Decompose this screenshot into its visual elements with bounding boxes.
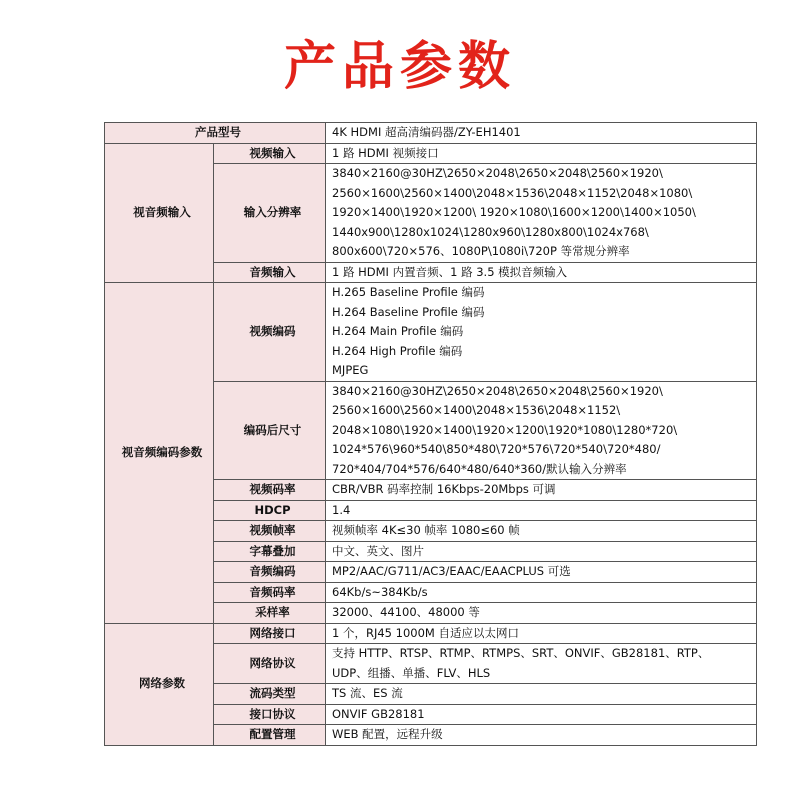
video-codec-line: MJPEG	[332, 363, 369, 377]
encode-size-line: 2048×1080\1920×1400\1920×1200\1920*1080\1280*720\	[332, 422, 678, 437]
protocol-line: 支持 HTTP、RTSP、RTMP、RTMPS、SRT、ONVIF、GB28181、RTP、	[332, 646, 710, 660]
sample-rate-value: 32000、44100、48000 等	[326, 603, 757, 624]
encode-size-line: 1024*576\960*540\850*480\720*576\720*540\720*480/	[332, 442, 661, 456]
hdcp-label: HDCP	[214, 500, 326, 521]
video-codec-line: H.264 High Profile 编码	[332, 343, 463, 358]
sample-rate-label: 采样率	[214, 603, 326, 624]
encode-size-label: 编码后尺寸	[214, 381, 326, 480]
spec-table	[104, 122, 757, 746]
stream-type-label: 流码类型	[214, 684, 326, 705]
subtitle-label: 字幕叠加	[214, 541, 326, 562]
encode-size-line: 2560×1600\2560×1400\2048×1536\2048×1152\	[332, 403, 621, 417]
audio-codec-value: MP2/AAC/G711/AC3/EAAC/EAACPLUS 可选	[326, 562, 757, 583]
encode-size-line: 720*404/704*576/640*480/640*360/默认输入分辨率	[332, 461, 627, 476]
table-row-interface	[105, 623, 757, 644]
group-av-input: 视音频输入	[105, 143, 214, 283]
video-bitrate-value: CBR/VBR 码率控制 16Kbps-20Mbps 可调	[326, 480, 757, 501]
table-row-model	[105, 123, 757, 144]
frame-rate-label: 视频帧率	[214, 521, 326, 542]
audio-bitrate-label: 音频码率	[214, 582, 326, 603]
audio-input-label: 音频输入	[214, 262, 326, 283]
protocol-label: 网络协议	[214, 644, 326, 684]
video-codec-line: H.264 Main Profile 编码	[332, 324, 464, 338]
resolution-line: 2560×1600\2560×1400\2048×1536\2048×1152\2048×1080\	[332, 185, 693, 200]
video-codec-line: H.264 Baseline Profile 编码	[332, 304, 485, 319]
config-value: WEB 配置，远程升级	[326, 725, 757, 746]
video-input-value: 1 路 HDMI 视频接口	[326, 143, 757, 164]
page-title: 产品参数	[283, 37, 516, 97]
stream-type-value: TS 流、ES 流	[326, 684, 757, 705]
encode-size-value	[326, 381, 757, 480]
model-value: 4K HDMI 超高清编码器/ZY-EH1401	[326, 123, 757, 144]
video-bitrate-label: 视频码率	[214, 480, 326, 501]
table-row-video-input	[105, 143, 757, 164]
video-codec-line: H.265 Baseline Profile 编码	[332, 285, 485, 299]
protocol-value	[326, 644, 757, 684]
resolution-label: 输入分辨率	[214, 164, 326, 263]
encode-size-line: 3840×2160@30HZ\2650×2048\2650×2048\2560×1920\	[332, 383, 663, 398]
interface-value: 1 个，RJ45 1000M 自适应以太网口	[326, 623, 757, 644]
resolution-line: 1440x900\1280x1024\1280x960\1280x800\1024x768\	[332, 224, 649, 239]
resolution-line: 800x600\720×576、1080P\1080i\720P 等常规分辨率	[332, 244, 630, 258]
resolution-line: 1920×1400\1920×1200\ 1920×1080\1600×1200\1400×1050\	[332, 205, 696, 219]
table-row-video-codec	[105, 283, 757, 382]
interface-protocol-label: 接口协议	[214, 704, 326, 725]
interface-protocol-value: ONVIF GB28181	[326, 704, 757, 725]
audio-codec-label: 音频编码	[214, 562, 326, 583]
hdcp-value: 1.4	[326, 500, 757, 521]
frame-rate-value: 视频帧率 4K≤30 帧率 1080≤60 帧	[326, 521, 757, 542]
video-codec-label: 视频编码	[214, 283, 326, 382]
audio-input-value: 1 路 HDMI 内置音频、1 路 3.5 模拟音频输入	[326, 262, 757, 283]
resolution-value	[326, 164, 757, 263]
config-label: 配置管理	[214, 725, 326, 746]
subtitle-value: 中文、英文、图片	[326, 541, 757, 562]
group-network: 网络参数	[105, 623, 214, 745]
model-label: 产品型号	[105, 123, 326, 144]
interface-label: 网络接口	[214, 623, 326, 644]
video-input-label: 视频输入	[214, 143, 326, 164]
protocol-line: UDP、组播、单播、FLV、HLS	[332, 665, 491, 680]
audio-bitrate-value: 64Kb/s~384Kb/s	[326, 582, 757, 603]
resolution-line: 3840×2160@30HZ\2650×2048\2650×2048\2560×1920\	[332, 166, 663, 180]
group-av-encode: 视音频编码参数	[105, 283, 214, 624]
video-codec-value	[326, 283, 757, 382]
